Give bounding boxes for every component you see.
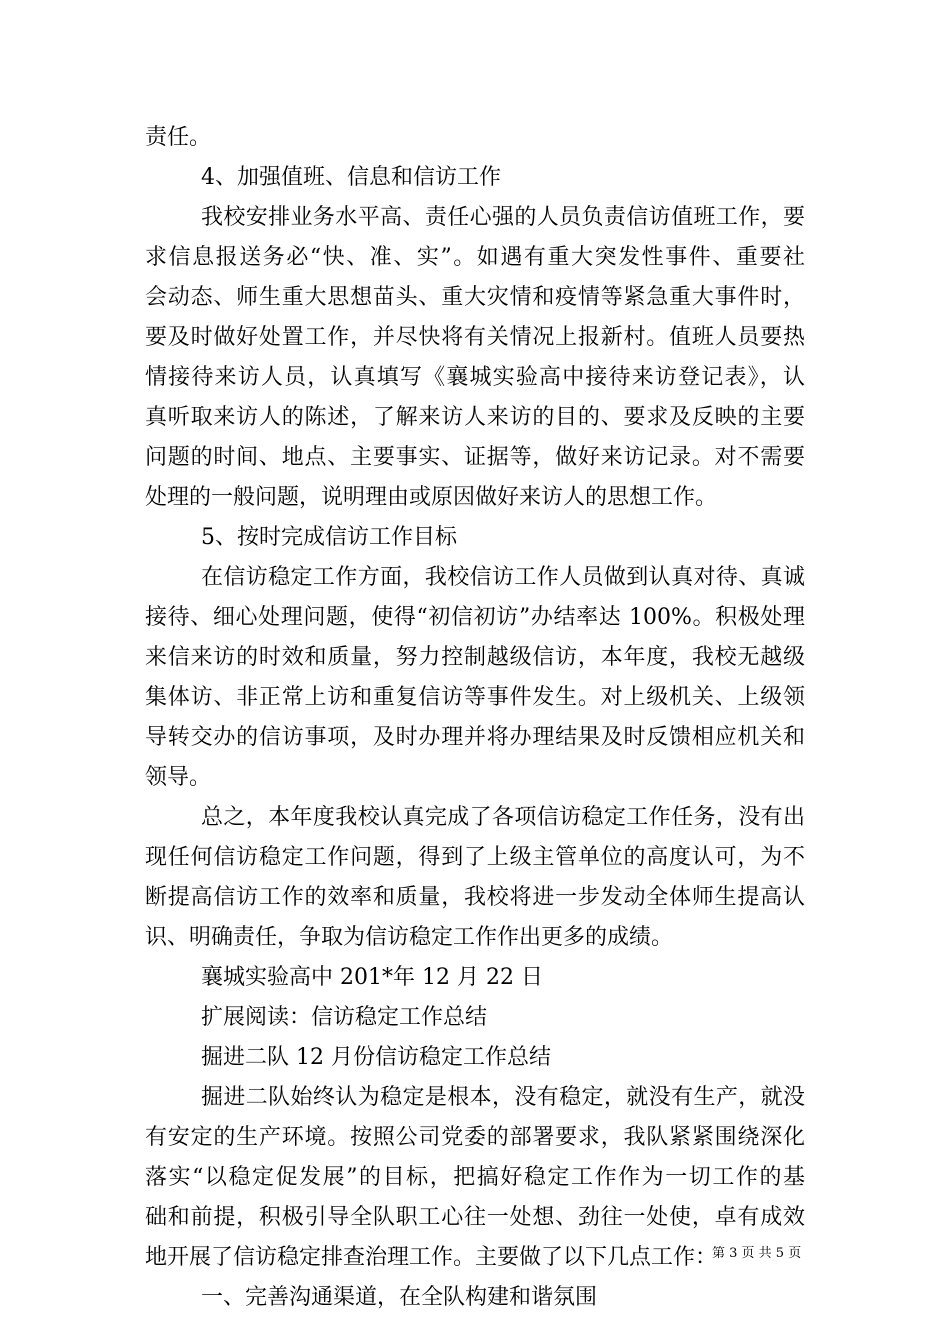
text-line: 一、完善沟通渠道，在全队构建和谐氛围 [201,1285,598,1310]
text-line: 5、按时完成信访工作目标 [201,525,457,550]
text-line: 现任何信访稳定工作问题，得到了上级主管单位的高度认可，为不 [145,845,805,870]
text-line: 断提高信访工作的效率和质量，我校将进一步发动全体师生提高认 [145,885,805,910]
text-line: 在信访稳定工作方面，我校信访工作人员做到认真对待、真诚 [201,565,805,590]
text-line: 4、加强值班、信息和信访工作 [201,165,501,190]
text-line: 总之，本年度我校认真完成了各项信访稳定工作任务，没有出 [201,805,805,830]
text-line: 识、明确责任，争取为信访稳定工作作出更多的成绩。 [145,925,674,950]
text-line: 扩展阅读：信访稳定工作总结 [201,1005,488,1030]
text-line: 接待、细心处理问题，使得“初信初访”办结率达 100%。积极处理 [145,605,805,630]
text-line: 真听取来访人的陈述，了解来访人来访的目的、要求及反映的主要 [145,405,805,430]
text-line: 地开展了信访稳定排查治理工作。主要做了以下几点工作： [145,1245,718,1270]
text-line: 求信息报送务必“快、准、实”。如遇有重大突发性事件、重要社 [145,245,805,270]
text-line: 导转交办的信访事项，及时办理并将办理结果及时反馈相应机关和 [145,725,805,750]
text-line: 集体访、非正常上访和重复信访等事件发生。对上级机关、上级领 [145,685,805,710]
text-line: 责任。 [145,125,212,150]
page-number-footer: 第 3 页 共 5 页 [712,1246,802,1261]
text-line: 问题的时间、地点、主要事实、证据等，做好来访记录。对不需要 [145,445,805,470]
text-line: 来信来访的时效和质量，努力控制越级信访，本年度，我校无越级 [145,645,805,670]
text-line: 情接待来访人员，认真填写《襄城实验高中接待来访登记表》，认 [145,365,805,390]
text-line: 要及时做好处置工作，并尽快将有关情况上报新村。值班人员要热 [145,325,805,350]
text-line: 襄城实验高中 201*年 12 月 22 日 [201,965,543,990]
text-line: 会动态、师生重大思想苗头、重大灾情和疫情等紧急重大事件时， [145,285,805,310]
document-body [145,118,805,1318]
text-line: 掘进二队 12 月份信访稳定工作总结 [201,1045,551,1070]
text-line: 有安定的生产环境。按照公司党委的部署要求，我队紧紧围绕深化 [145,1125,805,1150]
text-line: 落实“以稳定促发展”的目标，把搞好稳定工作作为一切工作的基 [145,1165,805,1190]
text-line: 础和前提，积极引导全队职工心往一处想、劲往一处使，卓有成效 [145,1205,805,1230]
text-line: 掘进二队始终认为稳定是根本，没有稳定，就没有生产，就没 [201,1085,805,1110]
text-line: 我校安排业务水平高、责任心强的人员负责信访值班工作，要 [201,205,805,230]
text-line: 领导。 [145,765,212,790]
text-line: 处理的一般问题，说明理由或原因做好来访人的思想工作。 [145,485,718,510]
